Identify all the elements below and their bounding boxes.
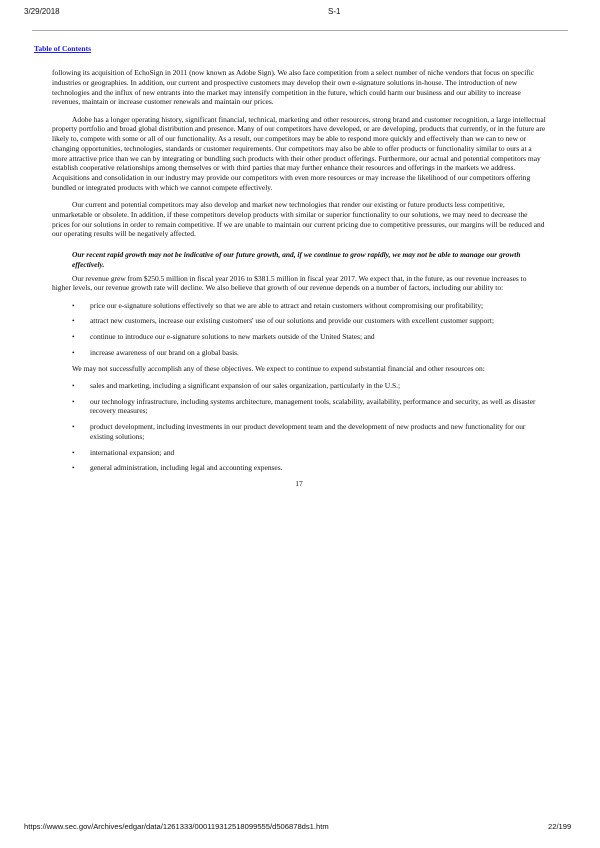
list-item	[52, 316, 546, 326]
paragraph: Our current and potential competitors may also develop and market new technologies that render our existing or future products less competitive, unmarketable or obsolete. In addition, if these competitors develop products with similar or superior functionality to our solutions, we may need to decrease the prices for our solutions in order to remain competitive. If we are unable to maintain our current pricing due to competitive pressures, our margins will be reduced and our operating results will be negatively affected.	[52, 200, 545, 239]
bullet-icon: •	[72, 422, 75, 431]
bullet-icon: •	[72, 380, 75, 390]
bullet-icon: •	[72, 300, 75, 310]
bullet-icon: •	[72, 447, 75, 457]
list-item-text: sales and marketing, including a significant expansion of our sales organization, particularly in the U.S.;	[90, 380, 401, 390]
list-item-text: increase awareness of our brand on a global basis.	[90, 347, 239, 357]
print-date: 3/29/2018	[24, 7, 60, 16]
table-of-contents-link[interactable]: Table of Contents	[34, 44, 92, 53]
list-item-text: continue to introduce our e-signature solutions to new markets outside of the United States; and	[90, 332, 375, 341]
paragraph: Our revenue grew from $250.5 million in fiscal year 2016 to $381.5 million in fiscal year 2017. We expect that, in the future, as our revenue increases to higher levels, our revenue growth rate will decline. We also believe that growth of our revenue depends on a number of factors, including our ability to:	[52, 273, 527, 293]
bullet-list	[52, 381, 546, 473]
bullet-icon: •	[72, 463, 75, 473]
footer-page-count: 22/199	[548, 822, 572, 831]
bullet-list	[52, 301, 546, 358]
list-item	[52, 448, 546, 458]
paragraph: Adobe has a longer operating history, significant financial, technical, marketing and other resources, strong brand and customer recognition, a large intellectual property portfolio and broad global distribution and presence. Many of our competitors have developed, or are developing, products that currently, or in the future are likely to, compete with some or all of our functionality. As a result, our competitors may be able to respond more quickly and effectively than we can to new or changing opportunities, technologies, standards or customer requirements. Our competitors may also be able to offer products or functionality similar to ours at a more attractive price than we can by integrating or bundling such products with their other product offerings. Furthermore, our actual and potential competitors may establish cooperative relationships among themselves or with third parties that may further enhance their resources and offerings in the markets we address. Acquisitions and consolidation in our industry may provide our competitors with even more resources or may increase the likelihood of our competitors offering bundled or integrated products with which we cannot compete effectively.	[52, 114, 546, 192]
risk-factor-heading: Our recent rapid growth may not be indicative of our future growth, and, if we continue to grow rapidly, we may not be able to manage our growth effectively.	[72, 250, 521, 269]
paragraph: We may not successfully accomplish any of these objectives. We expect to continue to expend substantial financial and other resources on:	[72, 363, 485, 373]
list-item	[52, 463, 546, 473]
list-item	[52, 348, 546, 358]
list-item-text: international expansion; and	[90, 447, 175, 457]
list-item-text: attract new customers, increase our existing customers' use of our solutions and provide our customers with excellent customer support;	[90, 316, 494, 326]
bullet-icon: •	[72, 396, 75, 406]
bullet-icon: •	[72, 332, 75, 341]
list-item	[52, 422, 546, 442]
list-item-text: price our e-signature solutions effectively so that we are able to attract and retain customers without compromising our profitability;	[90, 300, 484, 310]
document-title: S-1	[328, 7, 341, 16]
list-item	[52, 332, 546, 342]
list-item	[52, 301, 546, 311]
list-item-text: general administration, including legal and accounting expenses.	[90, 463, 283, 473]
page-number: 17	[295, 479, 303, 488]
bullet-icon: •	[72, 316, 75, 326]
header-divider	[32, 30, 568, 31]
list-item	[52, 381, 546, 391]
footer-url: https://www.sec.gov/Archives/edgar/data/1261333/000119312518099555/d506878ds1.htm	[24, 822, 329, 831]
bullet-icon: •	[72, 347, 75, 357]
list-item	[52, 397, 546, 417]
document-body	[52, 68, 546, 489]
list-item-text: our technology infrastructure, including systems architecture, management tools, scalability, availability, performance and security, as well as disaster recovery measures;	[90, 396, 536, 416]
list-item-text: product development, including investments in our product development team and the development of new products and new functionality for our existing solutions;	[90, 422, 526, 441]
paragraph: following its acquisition of EchoSign in 2011 (now known as Adobe Sign). We also face competition from a select number of niche vendors that focus on specific industries or geographies. In addition, our current and prospective customers may develop their own e-signature solutions in-house. The introduction of new technologies and the influx of new entrants into the market may intensify competition in the future, which could harm our business and our ability to increase revenues, maintain or increase customer renewals and maintain our prices.	[52, 68, 535, 107]
